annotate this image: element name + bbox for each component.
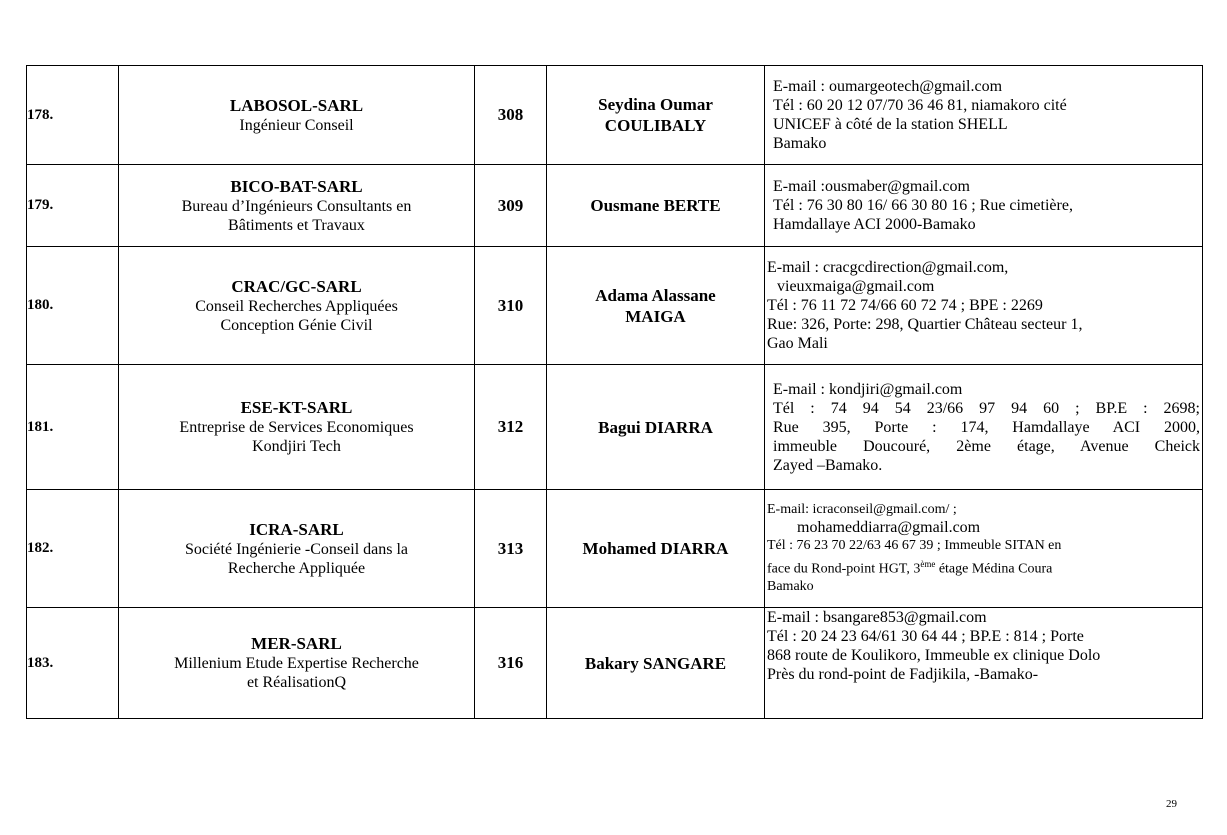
row-number: 179.	[27, 165, 119, 247]
row-number: 180.	[27, 247, 119, 365]
company-cell	[119, 247, 475, 365]
company-cell	[119, 490, 475, 608]
company-name: MER-SARL	[251, 634, 342, 653]
row-number: 181.	[27, 365, 119, 490]
person-cell	[547, 165, 765, 247]
contact-line: immeuble Doucouré, 2ème étage, Avenue Cheick	[773, 437, 1200, 455]
company-description: Bureau d’Ingénieurs Consultants en	[181, 197, 412, 215]
company-cell	[119, 608, 475, 719]
company-name: ICRA-SARL	[249, 519, 344, 539]
contact-text: étage Médina Coura	[935, 561, 1053, 577]
contact-line: Gao Mali	[767, 335, 828, 352]
person-name-line: Seydina Oumar	[598, 95, 713, 114]
company-cell	[119, 165, 475, 247]
registration-code: 310	[475, 247, 547, 365]
email-line: E-mail: icraconseil@gmail.com/ ;	[767, 501, 957, 517]
table-row	[27, 247, 1203, 365]
company-description: Société Ingénierie -Conseil dans la	[184, 540, 409, 558]
table-row	[27, 365, 1203, 490]
row-number: 183.	[27, 608, 119, 719]
company-name: LABOSOL-SARL	[229, 95, 364, 115]
person-cell	[547, 247, 765, 365]
email-line: mohameddiarra@gmail.com	[797, 518, 981, 536]
contact-line: Rue 395, Porte : 174, Hamdallaye ACI 2000,	[773, 418, 1200, 436]
table-row	[27, 66, 1203, 165]
person-cell	[547, 66, 765, 165]
contact-line: UNICEF à côté de la station SHELL	[773, 116, 1008, 133]
contact-cell	[765, 165, 1203, 247]
email-line: vieuxmaiga@gmail.com	[777, 278, 935, 295]
email-line: E-mail : oumargeotech@gmail.com	[773, 78, 1003, 95]
company-description: Kondjiri Tech	[252, 438, 341, 455]
table-row	[27, 165, 1203, 247]
contact-line: Rue: 326, Porte: 298, Quartier Château secteur 1,	[767, 316, 1083, 333]
company-cell	[119, 66, 475, 165]
company-name: BICO-BAT-SARL	[230, 176, 363, 196]
contact-line: Zayed –Bamako.	[773, 456, 883, 474]
registration-code: 309	[475, 165, 547, 247]
registration-code: 308	[475, 66, 547, 165]
person-name-line: Bagui DIARRA	[598, 417, 713, 437]
table-row	[27, 608, 1203, 719]
registration-code: 312	[475, 365, 547, 490]
person-cell	[547, 608, 765, 719]
contact-line: Tél : 20 24 23 64/61 30 64 44 ; BP.E : 814 ; Porte	[767, 628, 1084, 645]
contact-line: 868 route de Koulikoro, Immeuble ex clinique Dolo	[767, 647, 1101, 664]
person-cell	[547, 365, 765, 490]
person-name-line: Bakary SANGARE	[584, 653, 727, 673]
person-name-line: Mohamed DIARRA	[582, 539, 729, 558]
company-description: Conception Génie Civil	[220, 316, 373, 334]
contact-line: Hamdallaye ACI 2000-Bamako	[773, 216, 976, 233]
floor-superscript: ème	[920, 558, 936, 569]
company-description: Ingénieur Conseil	[239, 116, 354, 134]
person-name-line: MAIGA	[625, 306, 686, 326]
contact-line: Bamako	[767, 579, 814, 595]
email-line: E-mail : cracgcdirection@gmail.com,	[767, 259, 1009, 276]
contact-cell	[765, 247, 1203, 365]
company-description: et RéalisationQ	[246, 674, 347, 691]
company-cell	[119, 365, 475, 490]
contact-line: Bamako	[773, 135, 827, 152]
email-line: E-mail : kondjiri@gmail.com	[773, 380, 963, 398]
contact-cell	[765, 608, 1203, 719]
company-description: Conseil Recherches Appliquées	[195, 297, 398, 315]
person-name-line: Ousmane BERTE	[590, 196, 721, 215]
company-description: Millenium Etude Expertise Recherche	[174, 655, 419, 672]
contact-cell	[765, 490, 1203, 608]
person-name-line: COULIBALY	[604, 116, 707, 135]
company-name: CRAC/GC-SARL	[231, 276, 362, 296]
contact-line: Tél : 60 20 12 07/70 36 46 81, niamakoro cité	[773, 97, 1067, 114]
person-name-line: Adama Alassane	[595, 285, 716, 305]
row-number: 178.	[27, 66, 119, 165]
company-description: Bâtiments et Travaux	[228, 216, 365, 234]
contact-line: Tél : 76 23 70 22/63 46 67 39 ; Immeuble SITAN en	[767, 537, 1062, 553]
contact-cell	[765, 66, 1203, 165]
contact-line: Tél : 76 30 80 16/ 66 30 80 16 ; Rue cimetière,	[773, 197, 1073, 214]
email-line: E-mail :ousmaber@gmail.com	[773, 178, 970, 195]
person-cell	[547, 490, 765, 608]
contact-line	[767, 555, 1200, 579]
contact-line: Tél : 76 11 72 74/66 60 72 74 ; BPE : 2269	[767, 297, 1043, 314]
contact-cell	[765, 365, 1203, 490]
contact-line: Près du rond-point de Fadjikila, -Bamako-	[767, 666, 1039, 683]
company-description: Entreprise de Services Economiques	[179, 419, 414, 436]
contact-text: face du Rond-point HGT, 3	[767, 561, 921, 577]
row-number: 182.	[27, 490, 119, 608]
email-line: E-mail : bsangare853@gmail.com	[767, 609, 987, 626]
contact-line: Tél : 74 94 54 23/66 97 94 60 ; BP.E : 2698;	[773, 399, 1200, 417]
registration-code: 313	[475, 490, 547, 608]
registration-code: 316	[475, 608, 547, 719]
table-row	[27, 490, 1203, 608]
page-number: 29	[1166, 798, 1177, 810]
company-description: Recherche Appliquée	[227, 559, 366, 577]
company-name: ESE-KT-SARL	[240, 398, 353, 417]
registry-table	[26, 65, 1203, 719]
